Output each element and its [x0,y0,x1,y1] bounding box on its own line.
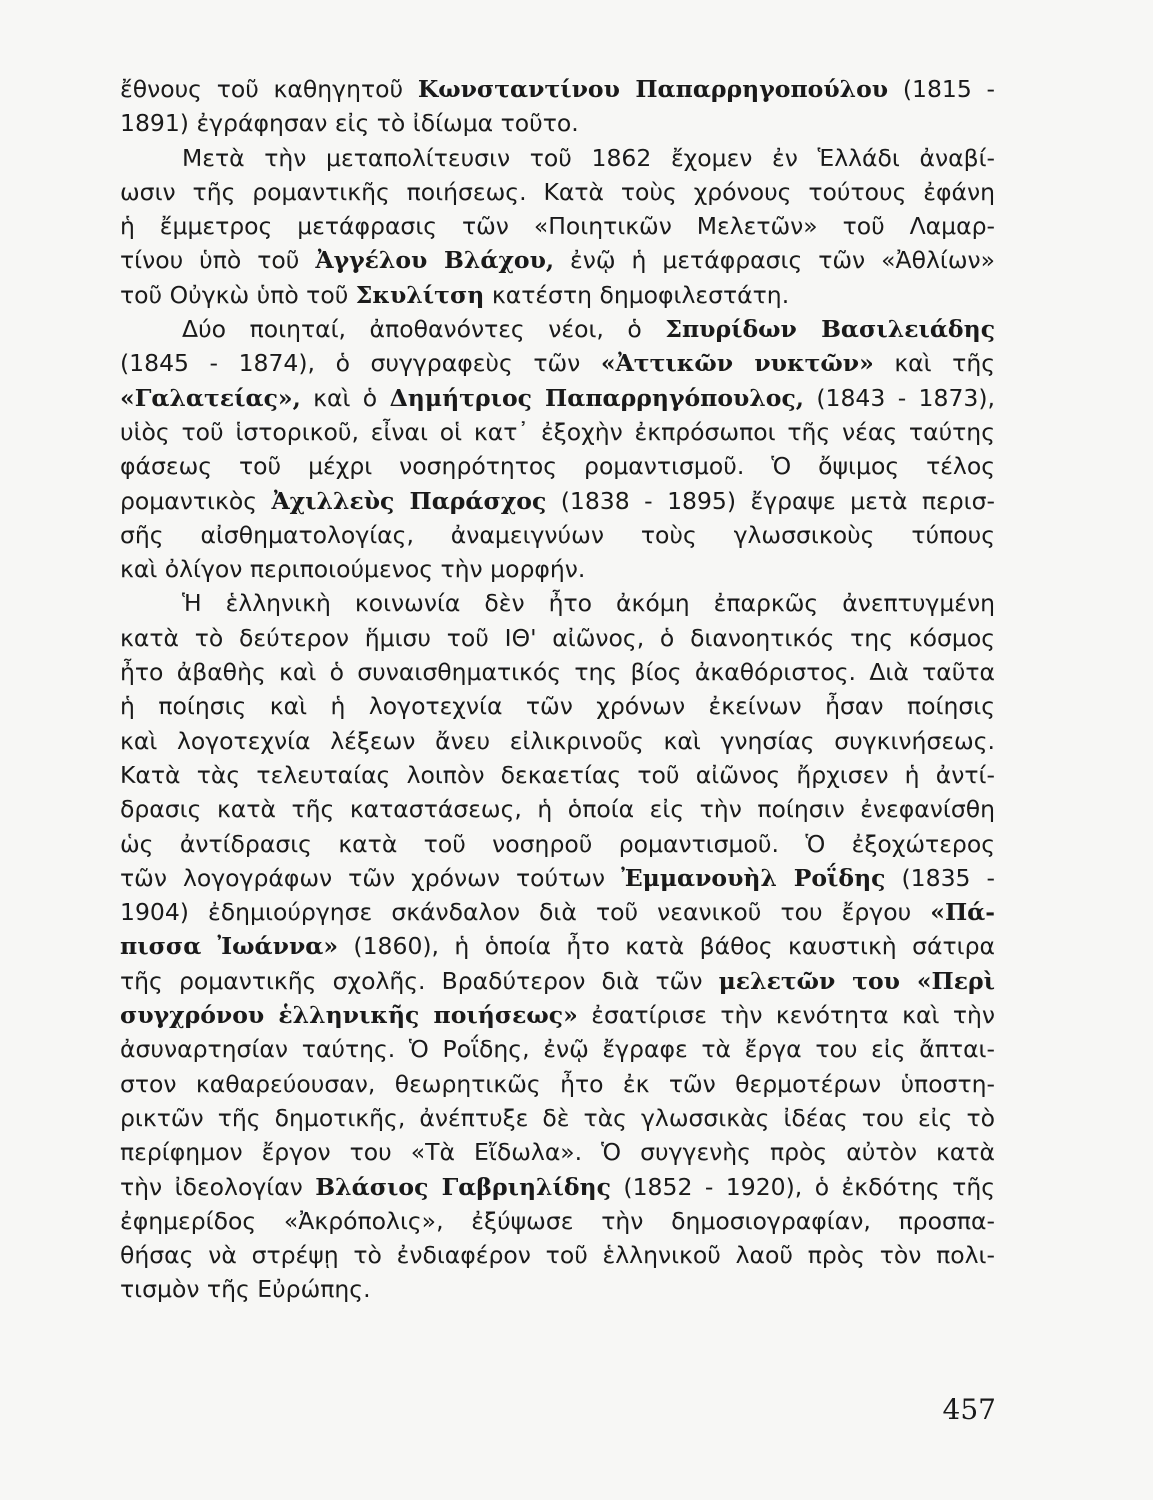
text-segment: καὶ λογοτεχνία λέξεων ἄνευ εἰλικρινοῦς καὶ γνησίας συγκινήσεως. [120,726,995,755]
text-segment: ὡς ἀντίδρασις κατὰ τοῦ νοσηροῦ ρομαντισμοῦ. Ὁ ἐξοχώτερος [120,829,995,858]
text-segment: κατὰ τὸ δεύτερον ἥμισυ τοῦ ΙΘ' αἰῶνος, ὁ διανοητικός της κόσμος [120,623,995,652]
text-line [120,655,995,689]
text-segment: 1904) ἐδημιούργησε σκάνδαλον διὰ τοῦ νεανικοῦ του ἔργου [120,898,931,927]
bold-name: «Ἀττικῶν νυκτῶν» [600,349,874,378]
text-segment: (1843 - 1873), [803,383,995,412]
text-line [120,312,995,346]
text-segment: Δύο ποιηταί, ἀποθανόντες νέοι, ὁ [182,315,666,344]
text-segment: 1891) ἐγράφησαν εἰς τὸ ἰδίωμα τοῦτο. [120,109,579,138]
text-line [120,1238,995,1272]
text-line [120,175,995,209]
bold-name: Ἀγγέλου Βλάχου, [315,246,555,275]
text-segment: φάσεως τοῦ μέχρι νοσηρότητος ρομαντισμοῦ. Ὁ ὄψιμος τέλος [120,452,995,481]
text-segment: τὴν ἰδεολογίαν [120,1172,316,1201]
text-segment: ἐσατίρισε τὴν κενότητα καὶ τὴν [577,1001,995,1030]
text-line [120,895,995,929]
text-segment: τῆς ρομαντικῆς σχολῆς. Βραδύτερον διὰ τῶν [120,966,719,995]
bold-name: Ἀχιλλεὺς Παράσχος [271,486,547,515]
text-segment: τισμὸν τῆς Εὐρώπης. [120,1275,371,1304]
text-line [120,929,995,963]
text-segment: (1838 - 1895) ἔγραψε μετὰ περισ- [546,486,995,515]
text-line [120,1135,995,1169]
text-line [120,449,995,483]
text-segment: ρικτῶν τῆς δημοτικῆς, ἀνέπτυξε δὲ τὰς γλωσσικὰς ἰδέας του εἰς τὸ [120,1103,995,1132]
text-segment: (1845 - 1874), ὁ συγγραφεὺς τῶν [120,349,601,378]
text-line [120,484,995,518]
text-line [120,552,995,586]
page-text [120,72,995,1307]
text-segment: καὶ ὀλίγον περιποιούμενος τὴν μορφήν. [120,555,586,584]
text-line [120,827,995,861]
bold-name: Βλάσιος Γαβριηλίδης [315,1172,611,1201]
text-segment: ωσιν τῆς ρομαντικῆς ποιήσεως. Κατὰ τοὺς χρόνους τούτους ἐφάνη [120,177,995,206]
text-line [120,243,995,277]
text-line [120,724,995,758]
text-line [120,141,995,175]
text-segment: ἀσυναρτησίαν ταύτης. Ὁ Ροΐδης, ἐνῷ ἔγραφε τὰ ἔργα του εἰς ἄπται- [120,1035,995,1064]
text-segment: Κατὰ τὰς τελευταίας λοιπὸν δεκαετίας τοῦ αἰῶνος ἤρχισεν ἡ ἀντί- [120,760,995,789]
text-segment: σῆς αἰσθηματολογίας, ἀναμειγνύων τοὺς γλωσσικοὺς τύπους [120,520,995,549]
text-line [120,1032,995,1066]
text-line [120,1170,995,1204]
text-line [120,1204,995,1238]
text-line [120,861,995,895]
text-line [120,72,995,106]
bold-name: Σπυρίδων Βασιλειάδης [665,315,996,344]
text-line [120,346,995,380]
text-segment: στον καθαρεύουσαν, θεωρητικῶς ἦτο ἐκ τῶν θερμοτέρων ὑποστη- [120,1069,995,1098]
text-line [120,964,995,998]
bold-name: Ἐμμανουὴλ Ροΐδης [621,863,886,892]
text-line [120,106,995,140]
bold-name: συγχρόνου ἑλληνικῆς ποιήσεως» [120,1001,578,1030]
text-segment: δρασις κατὰ τῆς καταστάσεως, ἡ ὁποία εἰς τὴν ποίησιν ἐνεφανίσθη [120,795,995,824]
text-line [120,998,995,1032]
text-segment: καὶ τῆς [873,349,996,378]
text-segment: καὶ ὁ [300,383,390,412]
page-number: 457 [942,1393,996,1426]
text-line [120,518,995,552]
text-line [120,689,995,723]
text-segment: τοῦ Οὐγκὼ ὑπὸ τοῦ [120,280,356,309]
text-segment: ρομαντικὸς [120,486,272,515]
text-segment: τίνου ὑπὸ τοῦ [120,246,316,275]
bold-name: μελετῶν του «Περὶ [718,966,995,995]
text-line [120,758,995,792]
text-segment: Μετὰ τὴν μεταπολίτευσιν τοῦ 1862 ἔχομεν ἐν Ἑλλάδι ἀναβί- [182,143,995,172]
bold-name: Κωνσταντίνου Παπαρρηγοπούλου [417,75,889,103]
text-segment: ἦτο ἀβαθὴς καὶ ὁ συναισθηματικός της βίος ἀκαθόριστος. Διὰ ταῦτα [120,658,995,687]
bold-name: «Γαλατείας», [120,383,301,412]
text-line [120,381,995,415]
text-segment: θήσας νὰ στρέψῃ τὸ ἐνδιαφέρον τοῦ ἑλληνικοῦ λαοῦ πρὸς τὸν πολι- [120,1241,995,1270]
bold-name: «Πά- [930,898,995,927]
text-segment: κατέστη δημοφιλεστάτη. [484,280,790,309]
text-line [120,1101,995,1135]
text-line [120,278,995,312]
text-segment: ἔθνους τοῦ καθηγητοῦ [120,75,418,103]
text-line [120,209,995,243]
text-line [120,586,995,620]
text-line [120,415,995,449]
text-line [120,1067,995,1101]
bold-name: Δημήτριος Παπαρρηγόπουλος, [389,383,804,412]
text-segment: (1852 - 1920), ὁ ἐκδότης τῆς [610,1172,996,1201]
text-segment: ἡ ἔμμετρος μετάφρασις τῶν «Ποιητικῶν Μελετῶν» τοῦ Λαμαρ- [120,212,995,241]
text-segment: (1860), ἡ ὁποία ἦτο κατὰ βάθος καυστικὴ σάτιρα [338,932,995,961]
bold-name: πισσα Ἰωάννα» [120,932,339,961]
text-line [120,792,995,826]
text-line [120,621,995,655]
text-segment: περίφημον ἔργον του «Τὰ Εἴδωλα». Ὁ συγγενὴς πρὸς αὐτὸν κατὰ [120,1138,995,1167]
text-segment: (1835 - [885,863,995,892]
text-segment: Ἡ ἑλληνικὴ κοινωνία δὲν ἦτο ἀκόμη ἐπαρκῶς ἀνεπτυγμένη [182,589,995,618]
text-segment: ἐφημερίδος «Ἀκρόπολις», ἐξύψωσε τὴν δημοσιογραφίαν, προσπα- [120,1206,995,1235]
text-segment: (1815 - [888,75,995,103]
text-line [120,1272,995,1306]
text-segment: υἱὸς τοῦ ἱστορικοῦ, εἶναι οἱ κατ᾽ ἐξοχὴν ἐκπρόσωποι τῆς νέας ταύτης [120,417,995,446]
text-segment: τῶν λογογράφων τῶν χρόνων τούτων [120,863,622,892]
bold-name: Σκυλίτση [355,280,485,309]
text-segment: ἐνῷ ἡ μετάφρασις τῶν «Ἀθλίων» [554,246,996,275]
text-segment: ἡ ποίησις καὶ ἡ λογοτεχνία τῶν χρόνων ἐκείνων ἦσαν ποίησις [120,692,995,721]
